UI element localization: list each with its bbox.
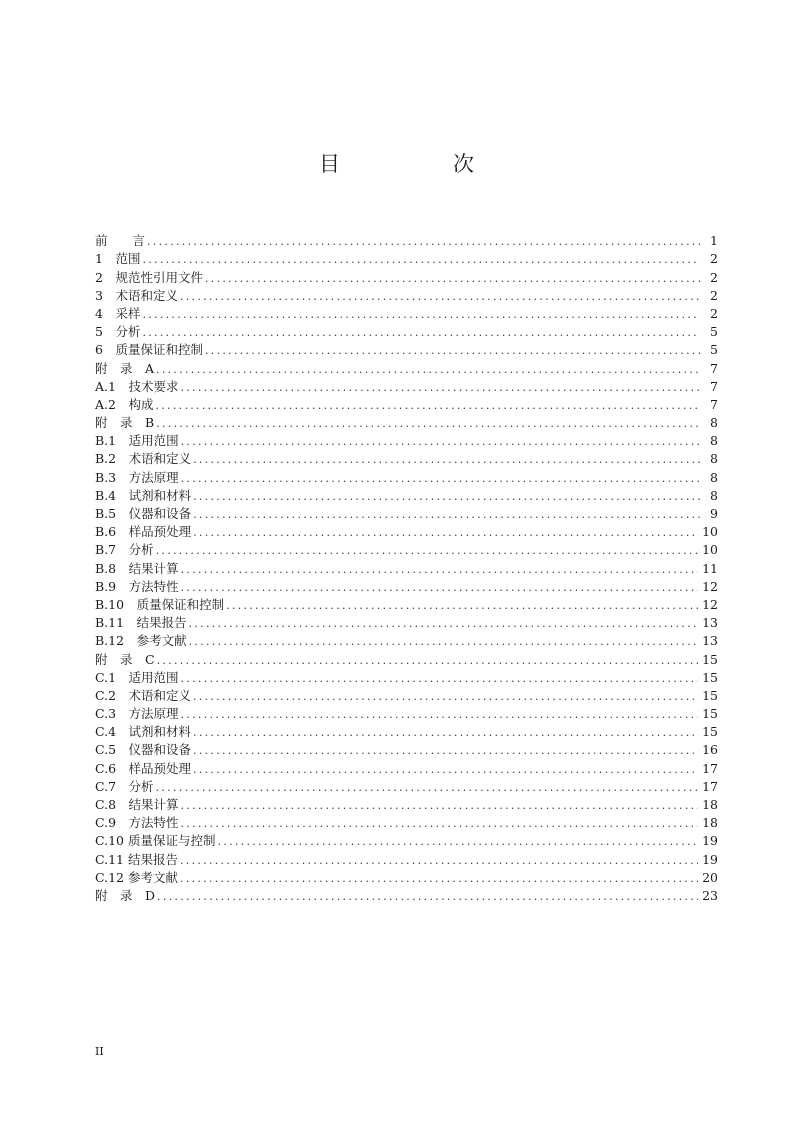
toc-dot-leader <box>180 289 700 305</box>
toc-entry-page: 15 <box>702 669 718 685</box>
toc-entry-page: 19 <box>702 833 718 849</box>
toc-dot-leader <box>193 452 700 468</box>
toc-entry-label: 3 术语和定义 <box>95 287 178 303</box>
toc-dot-leader <box>193 489 700 505</box>
toc-entry-label: B.3 方法原理 <box>95 469 179 485</box>
toc-dot-leader <box>181 434 700 450</box>
toc-entry-label: B.12 参考文献 <box>95 633 187 649</box>
toc-dot-leader <box>205 271 700 287</box>
table-of-contents <box>95 232 718 905</box>
toc-entry-page: 2 <box>710 269 718 285</box>
toc-dot-leader <box>189 616 699 632</box>
toc-entry[interactable] <box>95 887 718 905</box>
toc-entry-label: 4 采样 <box>95 305 141 321</box>
toc-entry-page: 8 <box>710 469 718 485</box>
toc-entry-page: 1 <box>710 233 718 249</box>
page-title: 目 次 <box>319 152 520 176</box>
toc-dot-leader <box>181 471 700 487</box>
toc-entry[interactable] <box>95 468 718 486</box>
toc-dot-leader <box>193 725 698 741</box>
toc-entry[interactable] <box>95 850 718 868</box>
toc-entry-label: C.7 分析 <box>95 778 154 794</box>
toc-entry-page: 10 <box>702 524 718 540</box>
toc-dot-leader <box>205 343 700 359</box>
toc-entry-label: B.6 样品预处理 <box>95 524 192 540</box>
toc-entry-label: B.1 适用范围 <box>95 433 179 449</box>
toc-entry-label: B.4 试剂和材料 <box>95 487 192 503</box>
toc-entry[interactable] <box>95 505 718 523</box>
page-number: II <box>95 1045 104 1058</box>
toc-entry-page: 8 <box>710 415 718 431</box>
toc-entry[interactable] <box>95 487 718 505</box>
toc-entry-label: 1 范围 <box>95 251 141 267</box>
toc-entry-label: 5 分析 <box>95 324 141 340</box>
toc-dot-leader <box>180 380 700 396</box>
toc-entry[interactable] <box>95 596 718 614</box>
toc-entry[interactable] <box>95 250 718 268</box>
toc-entry-page: 15 <box>702 724 718 740</box>
toc-entry-page: 5 <box>710 342 718 358</box>
toc-entry[interactable] <box>95 614 718 632</box>
toc-entry-label: B.9 方法特性 <box>95 578 179 594</box>
toc-entry-page: 2 <box>710 305 718 321</box>
toc-dot-leader <box>147 234 700 250</box>
toc-dot-leader <box>155 398 700 414</box>
toc-entry-label: C.9 方法特性 <box>95 815 179 831</box>
toc-dot-leader <box>142 252 700 268</box>
toc-dot-leader <box>193 689 698 705</box>
toc-entry[interactable] <box>95 232 718 250</box>
toc-entry[interactable] <box>95 687 718 705</box>
toc-dot-leader <box>181 816 699 832</box>
toc-dot-leader <box>156 362 700 378</box>
toc-dot-leader <box>142 307 700 323</box>
toc-entry[interactable] <box>95 814 718 832</box>
toc-dot-leader <box>157 889 698 905</box>
toc-dot-leader <box>193 525 698 541</box>
toc-entry-page: 13 <box>702 615 718 631</box>
toc-entry[interactable] <box>95 359 718 377</box>
toc-entry[interactable] <box>95 432 718 450</box>
toc-dot-leader <box>157 653 699 669</box>
toc-entry[interactable] <box>95 723 718 741</box>
toc-entry-page: 18 <box>702 797 718 812</box>
toc-entry-label: B.7 分析 <box>95 542 154 558</box>
toc-dot-leader <box>193 743 698 759</box>
toc-dot-leader <box>181 562 698 578</box>
toc-entry-page: 13 <box>702 633 718 649</box>
toc-entry-label: A.1 技术要求 <box>95 378 179 394</box>
toc-entry-page: 9 <box>710 506 718 521</box>
toc-entry-label: C.6 样品预处理 <box>95 760 192 776</box>
toc-entry-page: 12 <box>702 596 718 612</box>
toc-entry-page: 5 <box>710 324 718 340</box>
toc-entry-label: C.12 参考文献 <box>95 869 178 885</box>
toc-entry-label: B.10 质量保证和控制 <box>95 596 225 612</box>
toc-entry-label: C.2 术语和定义 <box>95 687 192 703</box>
toc-entry[interactable] <box>95 669 718 687</box>
toc-entry[interactable] <box>95 414 718 432</box>
toc-entry-label: C.1 适用范围 <box>95 669 179 685</box>
toc-dot-leader <box>181 798 699 814</box>
toc-dot-leader <box>193 762 698 778</box>
toc-entry-label: B.5 仪器和设备 <box>95 506 192 521</box>
toc-entry-label: 前 言 <box>95 233 146 249</box>
toc-entry[interactable] <box>95 323 718 341</box>
toc-entry-page: 15 <box>702 651 718 667</box>
toc-entry[interactable] <box>95 759 718 777</box>
toc-entry-page: 18 <box>702 815 718 831</box>
toc-entry-label: C.5 仪器和设备 <box>95 742 192 758</box>
toc-entry-page: 12 <box>702 578 718 594</box>
toc-entry[interactable] <box>95 741 718 759</box>
toc-dot-leader <box>226 598 698 614</box>
toc-entry-page: 23 <box>702 887 718 903</box>
toc-dot-leader <box>180 871 698 887</box>
toc-entry-label: 附 录 D <box>95 887 156 903</box>
toc-dot-leader <box>156 543 698 559</box>
toc-entry[interactable] <box>95 650 718 668</box>
toc-entry[interactable] <box>95 778 718 796</box>
toc-entry-label: 6 质量保证和控制 <box>95 342 203 358</box>
toc-dot-leader <box>189 634 699 650</box>
toc-entry-label: 附 录 C <box>95 651 155 667</box>
toc-entry-page: 2 <box>710 251 718 267</box>
toc-entry[interactable] <box>95 450 718 468</box>
toc-dot-leader <box>156 780 699 796</box>
toc-entry-label: 附 录 A <box>95 360 155 376</box>
toc-entry[interactable] <box>95 378 718 396</box>
toc-entry[interactable] <box>95 705 718 723</box>
toc-entry[interactable] <box>95 796 718 814</box>
toc-entry[interactable] <box>95 341 718 359</box>
toc-dot-leader <box>217 834 698 850</box>
toc-entry[interactable] <box>95 523 718 541</box>
toc-entry-page: 8 <box>710 487 718 503</box>
toc-entry-label: A.2 构成 <box>95 396 154 412</box>
toc-entry[interactable] <box>95 578 718 596</box>
toc-entry-page: 8 <box>710 451 718 467</box>
toc-entry-label: C.8 结果计算 <box>95 797 179 812</box>
toc-entry-page: 17 <box>702 778 718 794</box>
toc-entry-page: 19 <box>702 851 718 867</box>
toc-entry[interactable] <box>95 632 718 650</box>
toc-dot-leader <box>181 671 699 687</box>
toc-entry-page: 7 <box>710 396 718 412</box>
toc-entry-label: B.2 术语和定义 <box>95 451 192 467</box>
toc-entry-label: 2 规范性引用文件 <box>95 269 203 285</box>
toc-entry[interactable] <box>95 396 718 414</box>
toc-dot-leader <box>156 416 700 432</box>
toc-entry-page: 7 <box>710 360 718 376</box>
toc-entry-page: 15 <box>702 687 718 703</box>
toc-dot-leader <box>181 707 699 723</box>
toc-dot-leader <box>193 507 700 523</box>
toc-entry[interactable] <box>95 305 718 323</box>
toc-entry-page: 7 <box>710 378 718 394</box>
toc-entry-page: 11 <box>702 560 718 576</box>
toc-entry-page: 20 <box>702 869 718 885</box>
toc-entry[interactable] <box>95 559 718 577</box>
toc-entry[interactable] <box>95 869 718 887</box>
toc-entry[interactable] <box>95 268 718 286</box>
toc-entry-page: 16 <box>702 742 718 758</box>
toc-entry[interactable] <box>95 541 718 559</box>
toc-entry-label: C.11 结果报告 <box>95 851 178 867</box>
toc-dot-leader <box>142 325 700 341</box>
toc-entry-label: C.10 质量保证与控制 <box>95 833 216 849</box>
toc-entry-label: 附 录 B <box>95 415 155 431</box>
toc-entry-label: C.4 试剂和材料 <box>95 724 192 740</box>
toc-entry-page: 2 <box>710 287 718 303</box>
toc-dot-leader <box>181 580 698 596</box>
toc-entry-page: 17 <box>702 760 718 776</box>
toc-entry[interactable] <box>95 287 718 305</box>
toc-entry-label: B.11 结果报告 <box>95 615 187 631</box>
toc-entry-page: 10 <box>702 542 718 558</box>
toc-entry-label: C.3 方法原理 <box>95 706 179 722</box>
toc-entry[interactable] <box>95 832 718 850</box>
toc-entry-page: 15 <box>702 706 718 722</box>
toc-dot-leader <box>180 853 698 869</box>
toc-entry-label: B.8 结果计算 <box>95 560 179 576</box>
toc-entry-page: 8 <box>710 433 718 449</box>
